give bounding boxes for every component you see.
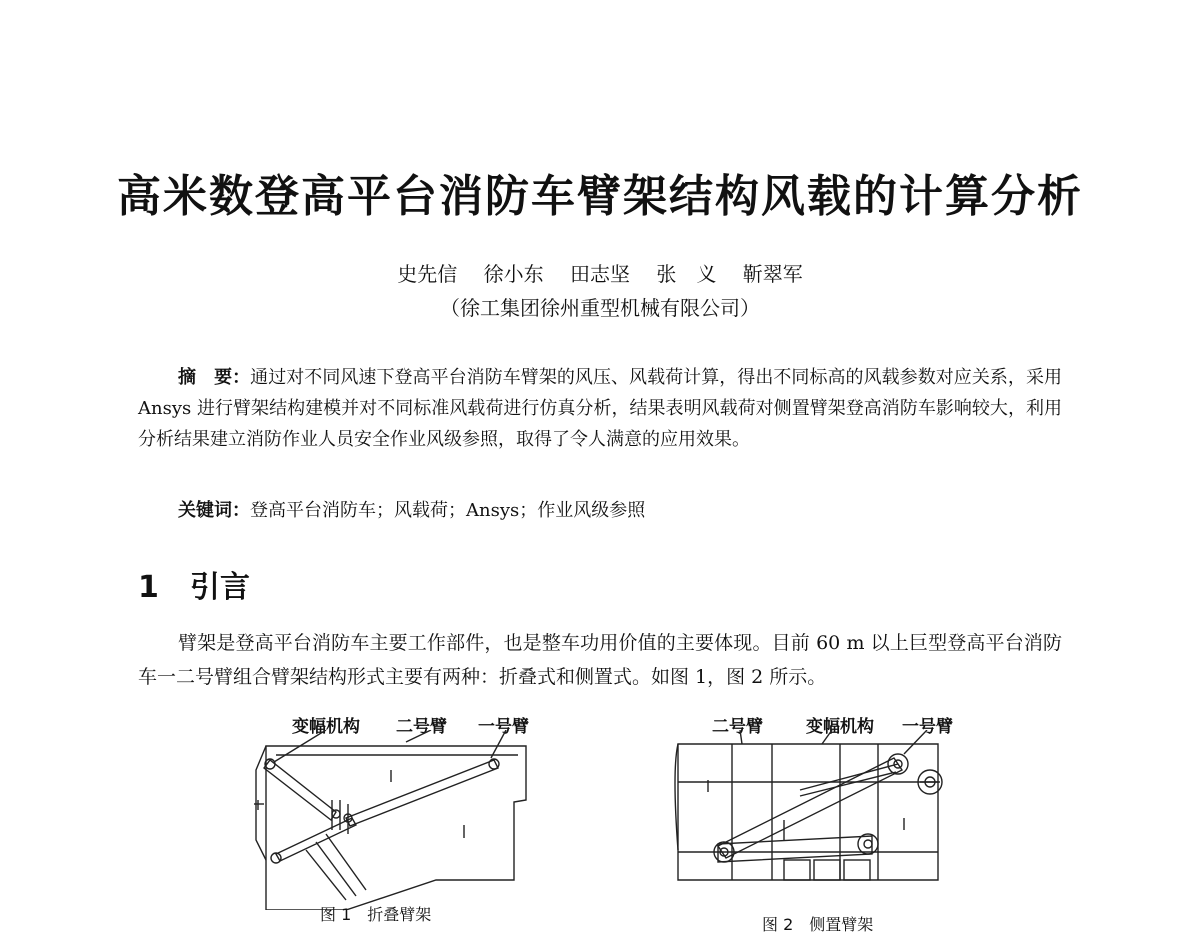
fig2-label-arm1: 一号臂 [902, 717, 953, 737]
section-title: 引言 [190, 570, 250, 605]
author-name: 史先信 [397, 262, 458, 286]
fig2-label-luffing: 变幅机构 [806, 717, 874, 737]
affiliation: （徐工集团徐州重型机械有限公司） [440, 296, 760, 320]
author-name: 徐小东 [483, 262, 544, 286]
intro-paragraph: 臂架是登高平台消防车主要工作部件，也是整车功用价值的主要体现。目前 60 m 以上巨型登高平台消防车一二号臂组合臂架结构形式主要有两种：折叠式和侧置式。如图 1，图 2 所示。 [138, 632, 1062, 688]
abstract-label: 摘 要： [178, 367, 251, 388]
fig1-caption: 图 1 折叠臂架 [320, 905, 432, 924]
section-number: 1 [138, 570, 159, 605]
author-list [0, 258, 1200, 287]
fig1-label-luffing: 变幅机构 [292, 717, 360, 737]
fig1-label-arm1: 一号臂 [478, 717, 529, 737]
author-name: 张 义 [656, 262, 717, 286]
fig2-caption: 图 2 侧置臂架 [762, 915, 874, 934]
fig1-label-arm2: 二号臂 [396, 717, 447, 737]
keywords-label: 关键词： [178, 500, 250, 521]
section-heading [138, 562, 250, 606]
figure-2-side-boom [672, 730, 956, 890]
author-name: 靳翠军 [742, 262, 803, 286]
fig2-label-arm2: 二号臂 [712, 717, 763, 737]
folding-boom-drawing [236, 730, 536, 910]
abstract-text: 通过对不同风速下登高平台消防车臂架的风压、风载荷计算，得出不同标高的风载参数对应关系，采用 Ansys 进行臂架结构建模并对不同标准风载荷进行仿真分析，结果表明风载荷对侧置臂架登高消防车影响较大，利用分析结果建立消防作业人员安全作业风级参照，取得了令人满意的应用效果。 [138, 367, 1063, 450]
keywords [178, 496, 1058, 522]
side-boom-drawing [672, 730, 956, 890]
abstract [138, 362, 1062, 455]
keywords-text: 登高平台消防车；风载荷；Ansys；作业风级参照 [250, 500, 646, 521]
paper-title: 高米数登高平台消防车臂架结构风载的计算分析 [117, 171, 1083, 222]
figure-1-folding-boom [236, 730, 536, 910]
author-name: 田志坚 [570, 262, 630, 286]
